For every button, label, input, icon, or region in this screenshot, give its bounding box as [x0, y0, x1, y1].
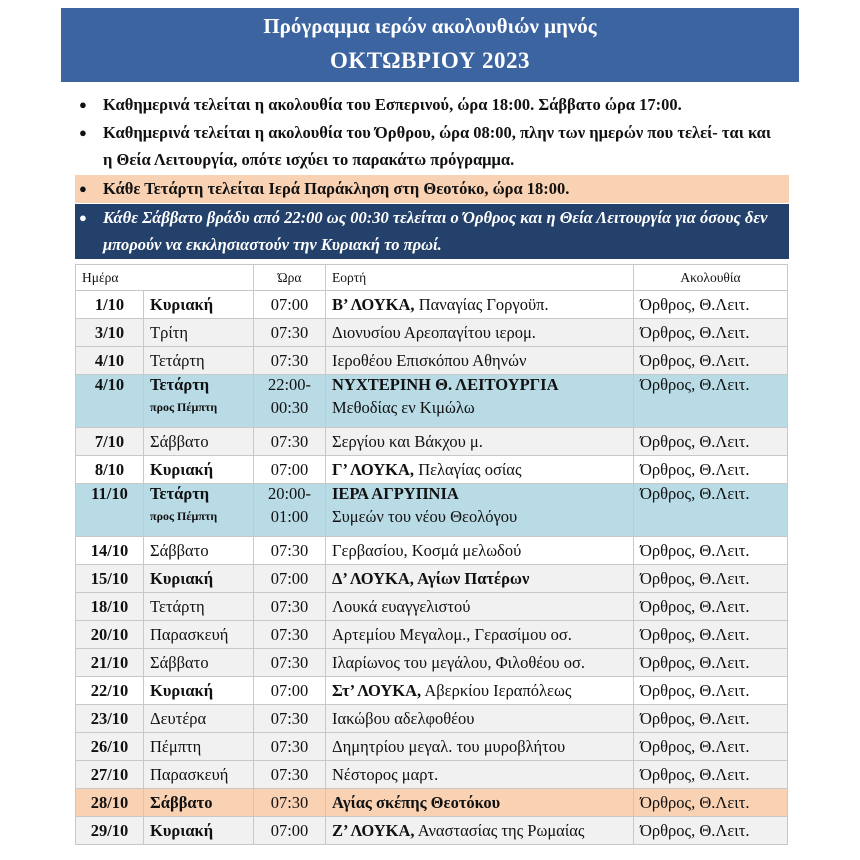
table-row	[76, 428, 788, 456]
cell-time	[254, 375, 326, 428]
day-text: Τετάρτη	[150, 596, 205, 616]
title-banner	[61, 8, 799, 82]
bullet-icon: ●	[79, 210, 87, 225]
feast-text: Δημητρίου μεγαλ. του μυροβλήτου	[332, 736, 566, 756]
feast-bold-text: Δ’ ΛΟΥΚΑ, Αγίων Πατέρων	[332, 568, 530, 588]
header-service: Ακολουθία	[634, 265, 788, 291]
feast-bold-text: ΙΕΡΑ ΑΓΡΥΠΝΙΑ	[332, 484, 459, 503]
cell-service	[634, 565, 788, 593]
feast2-text: Συμεών του νέου Θεολόγου	[332, 507, 518, 526]
feast-bold-text: Β’ ΛΟΥΚΑ,	[332, 294, 415, 314]
cell-time	[254, 621, 326, 649]
date-text: 3/10	[94, 322, 125, 342]
time-text: 07:30	[270, 652, 309, 672]
date-text: 28/10	[90, 792, 129, 812]
day-text: Σάββατο	[150, 652, 209, 672]
cell-service	[634, 319, 788, 347]
cell-day	[144, 817, 254, 845]
day-text: Τετάρτη	[150, 350, 205, 370]
time2-text: 00:30	[270, 398, 309, 417]
cell-feast	[326, 789, 634, 817]
bullet-icon: ●	[79, 181, 87, 196]
table-row	[76, 484, 788, 537]
date-text: 18/10	[90, 596, 129, 616]
cell-day	[144, 621, 254, 649]
cell-day	[144, 319, 254, 347]
date-text: 4/10	[94, 375, 125, 394]
time-text: 07:30	[270, 431, 309, 451]
time-text: 07:30	[270, 764, 309, 784]
cell-feast	[326, 621, 634, 649]
feast-bold-text: Ζ’ ΛΟΥΚΑ,	[332, 820, 415, 840]
time-text: 07:00	[270, 294, 309, 314]
date-text: 11/10	[91, 484, 128, 503]
table-row	[76, 733, 788, 761]
cell-day	[144, 484, 254, 537]
cell-date	[76, 484, 144, 537]
cell-service	[634, 537, 788, 565]
note-paraklesis	[75, 175, 789, 203]
date-text: 7/10	[94, 431, 125, 451]
feast-text: Αναστασίας της Ρωμαίας	[414, 820, 585, 840]
time-text: 22:00-	[267, 375, 312, 394]
feast-bold-text: Αγίας σκέπης Θεοτόκου	[332, 792, 501, 812]
cell-date	[76, 565, 144, 593]
feast-text: Διονυσίου Αρεοπαγίτου ιερομ.	[332, 322, 536, 342]
date-text: 4/10	[94, 350, 125, 370]
cell-feast	[326, 347, 634, 375]
table-row	[76, 375, 788, 428]
cell-day	[144, 291, 254, 319]
table-row	[76, 291, 788, 319]
cell-date	[76, 428, 144, 456]
cell-day	[144, 761, 254, 789]
note-saturday-night	[75, 204, 789, 259]
cell-service	[634, 621, 788, 649]
cell-feast	[326, 677, 634, 705]
service-text: Όρθρος, Θ.Λειτ.	[640, 736, 750, 756]
time2-text: 01:00	[270, 507, 309, 526]
table-row	[76, 789, 788, 817]
bullet-icon: ●	[79, 97, 87, 112]
date-text: 22/10	[90, 680, 129, 700]
cell-service	[634, 347, 788, 375]
cell-service	[634, 291, 788, 319]
day-text: Παρασκευή	[150, 764, 229, 784]
time-text: 07:00	[270, 568, 309, 588]
title-line1: Πρόγραμμα ιερών ακολουθιών μηνός	[263, 14, 597, 38]
schedule-table	[75, 264, 788, 845]
service-text: Όρθρος, Θ.Λειτ.	[640, 484, 750, 503]
service-text: Όρθρος, Θ.Λειτ.	[640, 792, 750, 812]
cell-time	[254, 649, 326, 677]
day-text: Δευτέρα	[150, 708, 207, 728]
cell-date	[76, 456, 144, 484]
feast-text: Νέστορος μαρτ.	[332, 764, 439, 784]
service-text: Όρθρος, Θ.Λειτ.	[640, 764, 750, 784]
feast2-text: Μεθοδίας εν Κιμώλω	[332, 398, 475, 417]
cell-date	[76, 621, 144, 649]
service-text: Όρθρος, Θ.Λειτ.	[640, 708, 750, 728]
cell-day	[144, 593, 254, 621]
table-row	[76, 677, 788, 705]
feast-text: Αρτεμίου Μεγαλομ., Γερασίμου οσ.	[332, 624, 572, 644]
cell-service	[634, 593, 788, 621]
date-text: 14/10	[90, 540, 129, 560]
time-text: 07:00	[270, 459, 309, 479]
cell-date	[76, 375, 144, 428]
time-text: 07:30	[270, 708, 309, 728]
cell-date	[76, 817, 144, 845]
day-text: Τετάρτη	[150, 375, 210, 394]
feast-text: Πελαγίας οσίας	[414, 459, 522, 479]
time-text: 07:30	[270, 322, 309, 342]
feast-bold-text: ΝΥΧΤΕΡΙΝΗ Θ. ΛΕΙΤΟΥΡΓΙΑ	[332, 375, 559, 394]
cell-date	[76, 537, 144, 565]
day-text: Σάββατο	[150, 792, 213, 812]
header-feast: Εορτή	[326, 265, 634, 291]
cell-date	[76, 761, 144, 789]
day-text: Σάββατο	[150, 540, 209, 560]
day-text: Κυριακή	[150, 459, 214, 479]
cell-date	[76, 593, 144, 621]
cell-time	[254, 817, 326, 845]
note-text: Καθημερινά τελείται η ακολουθία του Όρθρου, ώρα 08:00, πλην των ημερών που τελεί- ται και η Θεία Λειτουργία, οπότε ισχύει το παρακάτω πρόγραμμα.	[103, 123, 771, 169]
cell-feast	[326, 565, 634, 593]
cell-day	[144, 677, 254, 705]
note-text: Καθημερινά τελείται η ακολουθία του Εσπερινού, ώρα 18:00. Σάββατο ώρα 17:00.	[103, 95, 682, 114]
cell-day	[144, 347, 254, 375]
cell-service	[634, 375, 788, 428]
cell-day	[144, 565, 254, 593]
service-text: Όρθρος, Θ.Λειτ.	[640, 350, 750, 370]
feast-text: Γερβασίου, Κοσμά μελωδού	[332, 540, 522, 560]
feast-text: Ιεροθέου Επισκόπου Αθηνών	[332, 350, 527, 370]
cell-service	[634, 705, 788, 733]
table-row	[76, 319, 788, 347]
note-matins	[75, 119, 789, 173]
cell-time	[254, 484, 326, 537]
note-text: Κάθε Τετάρτη τελείται Ιερά Παράκληση στη Θεοτόκο, ώρα 18:00.	[103, 179, 570, 198]
cell-time	[254, 347, 326, 375]
feast-text: Παναγίας Γοργοϋπ.	[414, 294, 549, 314]
table-header-row	[76, 265, 788, 291]
table-row	[76, 456, 788, 484]
cell-day	[144, 733, 254, 761]
day-text: Σάββατο	[150, 431, 209, 451]
bullet-icon: ●	[79, 125, 87, 140]
cell-date	[76, 789, 144, 817]
feast-text: Ιλαρίωνος του μεγάλου, Φιλοθέου οσ.	[332, 652, 585, 672]
cell-service	[634, 677, 788, 705]
service-text: Όρθρος, Θ.Λειτ.	[640, 596, 750, 616]
cell-day	[144, 789, 254, 817]
service-text: Όρθρος, Θ.Λειτ.	[640, 540, 750, 560]
date-text: 15/10	[90, 568, 129, 588]
title-line2: ΟΚΤΩΒΡΙΟΥ 2023	[329, 48, 531, 73]
day-text: Κυριακή	[150, 680, 214, 700]
cell-time	[254, 593, 326, 621]
cell-date	[76, 649, 144, 677]
header-day: Ημέρα	[76, 265, 254, 291]
cell-day	[144, 649, 254, 677]
time-text: 07:30	[270, 350, 309, 370]
cell-time	[254, 789, 326, 817]
date-text: 29/10	[90, 820, 129, 840]
service-text: Όρθρος, Θ.Λειτ.	[640, 624, 750, 644]
cell-time	[254, 456, 326, 484]
time-text: 07:30	[270, 736, 309, 756]
date-text: 27/10	[90, 764, 129, 784]
cell-day	[144, 705, 254, 733]
time-text: 20:00-	[267, 484, 312, 503]
cell-time	[254, 705, 326, 733]
cell-service	[634, 733, 788, 761]
day-text: Τετάρτη	[150, 484, 210, 503]
cell-time	[254, 291, 326, 319]
cell-time	[254, 761, 326, 789]
cell-service	[634, 428, 788, 456]
service-text: Όρθρος, Θ.Λειτ.	[640, 322, 750, 342]
service-text: Όρθρος, Θ.Λειτ.	[640, 431, 750, 451]
day-sub-text: προς Πέμπτη	[150, 400, 218, 414]
cell-feast	[326, 291, 634, 319]
cell-feast	[326, 537, 634, 565]
table-row	[76, 347, 788, 375]
cell-date	[76, 677, 144, 705]
cell-feast	[326, 319, 634, 347]
note-vespers	[75, 91, 789, 119]
cell-service	[634, 761, 788, 789]
date-text: 20/10	[90, 624, 129, 644]
time-text: 07:30	[270, 624, 309, 644]
feast-text: Λουκά ευαγγελιστού	[332, 596, 471, 616]
service-text: Όρθρος, Θ.Λειτ.	[640, 459, 750, 479]
day-text: Τρίτη	[150, 322, 189, 342]
service-text: Όρθρος, Θ.Λειτ.	[640, 820, 750, 840]
cell-service	[634, 484, 788, 537]
feast-text: Σεργίου και Βάκχου μ.	[332, 431, 483, 451]
cell-feast	[326, 649, 634, 677]
service-text: Όρθρος, Θ.Λειτ.	[640, 294, 750, 314]
table-row	[76, 565, 788, 593]
note-text: Κάθε Σάββατο βράδυ από 22:00 ως 00:30 τελείται ο Όρθρος και η Θεία Λειτουργία για όσους δεν μπορούν να εκκλησιαστούν την Κυριακή το πρωί.	[103, 208, 768, 254]
day-text: Κυριακή	[150, 568, 214, 588]
cell-feast	[326, 375, 634, 428]
cell-feast	[326, 817, 634, 845]
day-text: Κυριακή	[150, 820, 214, 840]
date-text: 8/10	[94, 459, 125, 479]
time-text: 07:30	[270, 540, 309, 560]
cell-feast	[326, 705, 634, 733]
table-row	[76, 649, 788, 677]
time-text: 07:00	[270, 680, 309, 700]
cell-feast	[326, 428, 634, 456]
cell-feast	[326, 593, 634, 621]
time-text: 07:30	[270, 596, 309, 616]
header-time: Ώρα	[254, 265, 326, 291]
time-text: 07:00	[270, 820, 309, 840]
cell-date	[76, 733, 144, 761]
cell-time	[254, 733, 326, 761]
cell-time	[254, 428, 326, 456]
cell-date	[76, 705, 144, 733]
table-row	[76, 537, 788, 565]
service-text: Όρθρος, Θ.Λειτ.	[640, 680, 750, 700]
service-text: Όρθρος, Θ.Λειτ.	[640, 568, 750, 588]
cell-feast	[326, 484, 634, 537]
feast-bold-text: Γ’ ΛΟΥΚΑ,	[332, 459, 415, 479]
feast-text: Αβερκίου Ιεραπόλεως	[421, 680, 572, 700]
table-row	[76, 761, 788, 789]
date-text: 23/10	[90, 708, 129, 728]
feast-bold-text: Στ’ ΛΟΥΚΑ,	[332, 680, 422, 700]
table-row	[76, 593, 788, 621]
cell-feast	[326, 456, 634, 484]
day-text: Κυριακή	[150, 294, 214, 314]
cell-day	[144, 537, 254, 565]
time-text: 07:30	[270, 792, 309, 812]
day-sub-text: προς Πέμπτη	[150, 509, 218, 523]
cell-service	[634, 789, 788, 817]
cell-service	[634, 456, 788, 484]
cell-time	[254, 537, 326, 565]
day-text: Πέμπτη	[150, 736, 202, 756]
date-text: 26/10	[90, 736, 129, 756]
date-text: 21/10	[90, 652, 129, 672]
day-text: Παρασκευή	[150, 624, 229, 644]
cell-date	[76, 347, 144, 375]
cell-day	[144, 375, 254, 428]
table-row	[76, 817, 788, 845]
cell-time	[254, 319, 326, 347]
cell-day	[144, 456, 254, 484]
cell-time	[254, 565, 326, 593]
cell-date	[76, 319, 144, 347]
table-row	[76, 705, 788, 733]
service-text: Όρθρος, Θ.Λειτ.	[640, 652, 750, 672]
cell-service	[634, 817, 788, 845]
cell-feast	[326, 733, 634, 761]
cell-day	[144, 428, 254, 456]
table-row	[76, 621, 788, 649]
cell-service	[634, 649, 788, 677]
date-text: 1/10	[94, 294, 125, 314]
cell-time	[254, 677, 326, 705]
service-text: Όρθρος, Θ.Λειτ.	[640, 375, 750, 394]
feast-text: Ιακώβου αδελφοθέου	[332, 708, 475, 728]
cell-feast	[326, 761, 634, 789]
cell-date	[76, 291, 144, 319]
